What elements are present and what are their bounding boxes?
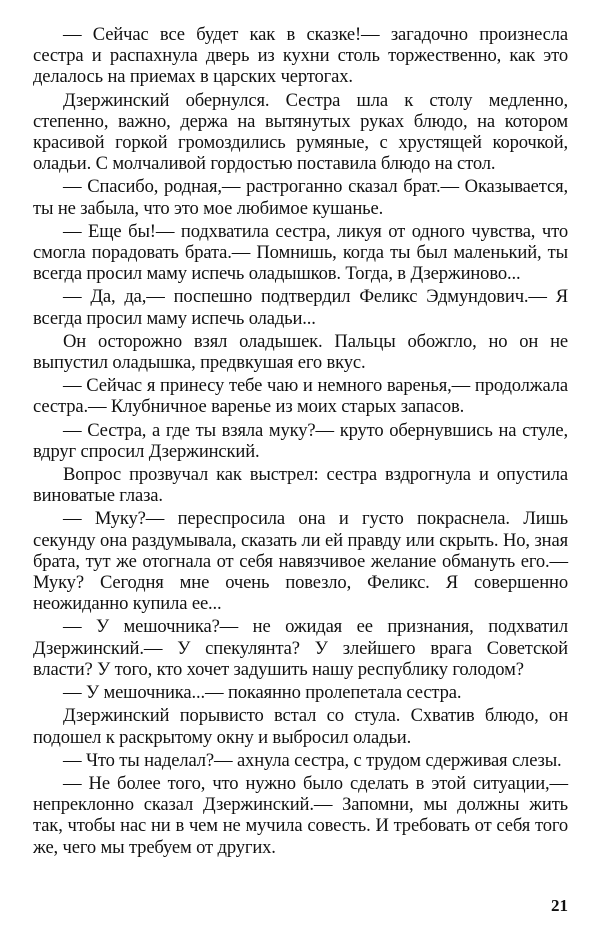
paragraph: — Муку?— переспросила она и густо покраснела. Лишь секунду она раздумывала, сказать ли ей правду или скрыть. Но, зная брата, тут же отогнала от себя навязчивое желание обмануть его.— Муку? Сегодня мне очень повезло, Феликс. Я совершенно неожиданно купила ее... — [33, 508, 568, 615]
paragraph: — Сейчас я принесу тебе чаю и немного варенья,— продолжала сестра.— Клубничное варенье из моих старых запасов. — [33, 375, 568, 418]
paragraph: — Еще бы!— подхватила сестра, ликуя от одного чувства, что смогла порадовать брата.— Помнишь, когда ты был маленький, ты всегда просил маму испечь оладышков. Тогда, в Дзержиново... — [33, 220, 568, 285]
paragraph: — Не более того, что нужно было сделать в этой ситуации,— непреклонно сказал Дзержинский.— Запомни, мы должны жить так, чтобы нас ни в чем не мучила совесть. И требовать от себя того же, чего мы требуем от других. — [33, 772, 568, 858]
paragraph: — У мешочника?— не ожидая ее признания, подхватил Дзержинский.— У спекулянта? У злейшего врага Советской власти? У того, кто хочет задушить нашу республику голодом? — [33, 616, 568, 680]
paragraph: — У мешочника...— покаянно пролепетала сестра. — [63, 682, 462, 704]
book-page — [33, 24, 568, 918]
paragraph: Он осторожно взял оладышек. Пальцы обожгло, но он не выпустил оладышка, предвкушая его вкус. — [33, 330, 568, 374]
paragraph: — Что ты наделал?— ахнула сестра, с трудом сдерживая слезы. — [63, 749, 562, 771]
paragraph: — Сейчас все будет как в сказке!— загадочно произнесла сестра и распахнула дверь из кухни столь торжественно, как это делалось на приемах в царских чертогах. — [33, 24, 568, 88]
paragraph: — Сестра, а где ты взяла муку?— круто обернувшись на стуле, вдруг спросил Дзержинский. — [33, 419, 568, 462]
paragraph: Дзержинский порывисто встал со стула. Схватив блюдо, он подошел к раскрытому окну и выбросил оладьи. — [33, 705, 568, 748]
paragraph: Вопрос прозвучал как выстрел: сестра вздрогнула и опустила виноватые глаза. — [33, 464, 568, 507]
page-text — [33, 24, 568, 858]
paragraph: — Спасибо, родная,— растроганно сказал брат.— Оказывается, ты не забыла, что это мое любимое кушанье. — [33, 176, 568, 219]
paragraph: — Да, да,— поспешно подтвердил Феликс Эдмундович.— Я всегда просил маму испечь оладьи... — [33, 286, 568, 329]
page-number: 21 — [551, 896, 568, 915]
paragraph: Дзержинский обернулся. Сестра шла к столу медленно, степенно, важно, держа на вытянутых руках блюдо, на котором красивой горкой громоздились румяные, с хрустящей корочкой, оладьи. С молчаливой гордостью поставила блюдо на стол. — [33, 89, 568, 175]
